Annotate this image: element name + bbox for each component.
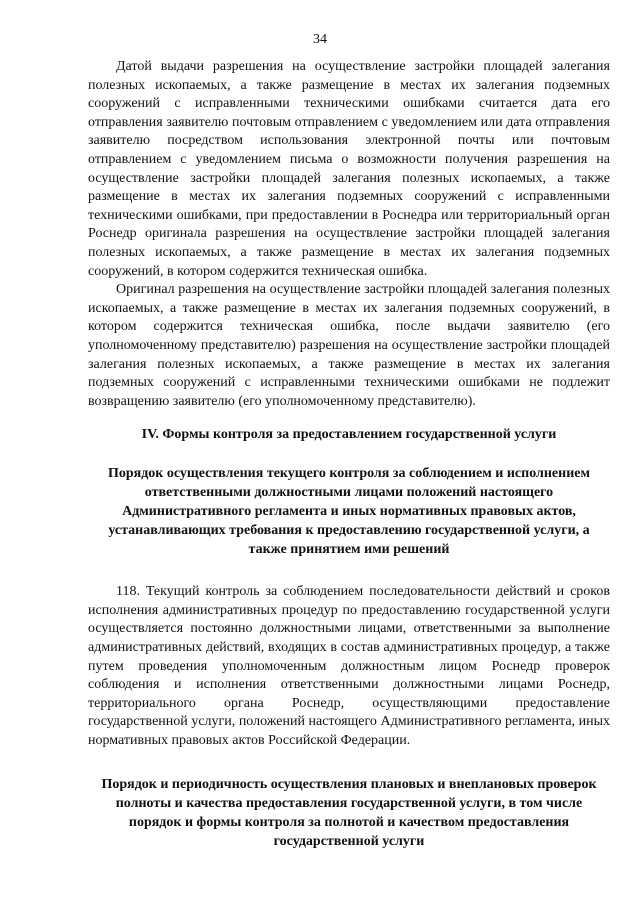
page-content <box>88 58 610 851</box>
subheading-inspections: Порядок и периодичность осуществления плановых и внеплановых проверок полноты и качества предоставления государственной услуги, в том числе порядок и формы контроля за полнотой и качеством предоставления государственной услуги <box>101 776 597 849</box>
page-number: 34 <box>313 32 327 47</box>
subheading-current-control: Порядок осуществления текущего контроля за соблюдением и исполнением ответственными должностными лицами положений настоящего Административного регламента и иных нормативных правовых актов, устанавливающих требования к предоставлению государственной услуги, а также принятием ими решений <box>107 466 591 558</box>
paragraph-118: 118. Текущий контроль за соблюдением последовательности действий и сроков исполнения административных процедур по предоставлению государственной услуги осуществляется постоянно должностными лицами, ответственными за выполнение административных действий, входящих в состав административных процедур, а также путем проведения уполномоченным должностным лицом Роснедр проверок соблюдения и исполнения ответственными должностными лицами Роснедр, территориального органа Роснедр, осуществляющими предоставление государственной услуги, положений настоящего Административного регламента, иных нормативных правовых актов Российской Федерации. <box>88 584 610 749</box>
section-title: IV. Формы контроля за предоставлением государственной услуги <box>141 427 557 443</box>
paragraph-date-of-issue: Датой выдачи разрешения на осуществление застройки площадей залегания полезных ископаемых, а также размещение в местах их залегания подземных сооружений с исправленными техническими ошибками считается дата его отправления заявителю почтовым отправлением с уведомлением или дата отправления заявителю посредством использования электронной почты или почтовым отправлением с уведомлением письма о возможности получения разрешения на осуществление застройки площадей залегания полезных ископаемых, а также размещение в местах их залегания подземных сооружений с исправленными техническими ошибками, при предоставлении в Роснедра или территориальный орган Роснедр оригинала разрешения на осуществление застройки площадей залегания полезных ископаемых, а также размещение в местах их залегания подземных сооружений, в котором содержится техническая ошибка. <box>88 59 610 279</box>
paragraph-original-permit: Оригинал разрешения на осуществление застройки площадей залегания полезных ископаемых, а также размещение в местах их залегания подземных сооружений, в котором содержится техническая ошибка, после выдачи заявителю (его уполномоченному представителю) разрешения на осуществление застройки площадей залегания полезных ископаемых, а также размещение в местах их залегания подземных сооружений с исправленными техническими ошибками не подлежит возвращению заявителю (его уполномоченному представителю). <box>88 282 610 409</box>
